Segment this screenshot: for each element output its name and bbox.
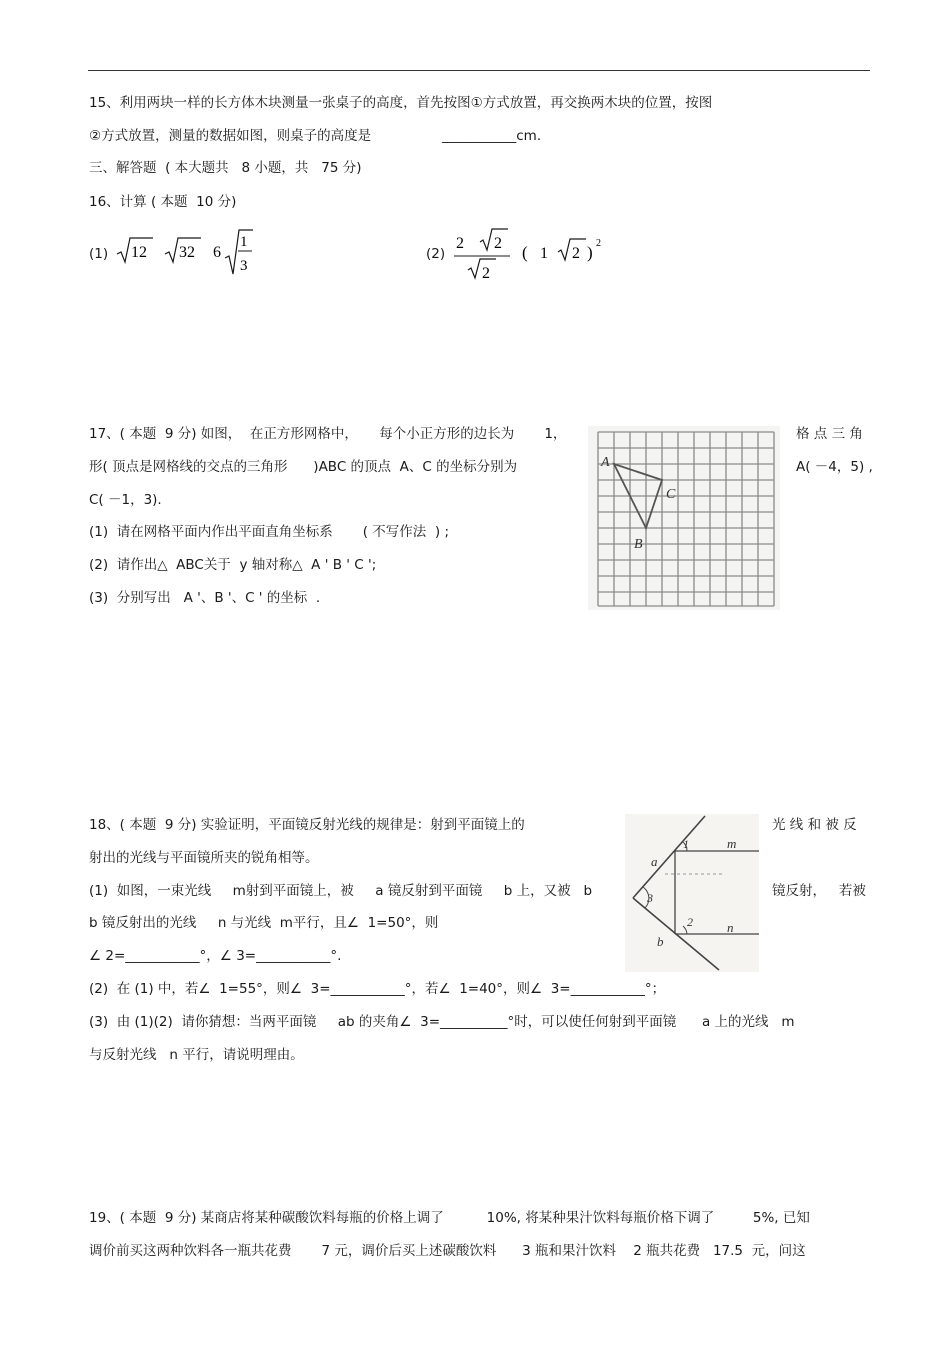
q17-line1b: 格 点 三 角: [796, 426, 863, 442]
q17-grid-figure: [588, 426, 780, 610]
q16-p1-coef: 6: [213, 244, 221, 261]
q16-p2-paren-open: (: [522, 243, 528, 262]
q15-blank: ___________cm.: [442, 128, 542, 144]
q15-line1: 15、利用两块一样的长方体木块测量一张桌子的高度，首先按图①方式放置，再交换两木块的位置，按图: [89, 95, 713, 111]
q18-line4: b 镜反射出的光线 n 与光线 m平行，且∠ 1=50°，则: [89, 915, 439, 931]
q18-part3b: 与反射光线 n 平行，请说明理由。: [89, 1047, 304, 1063]
q17-label-C: C: [666, 487, 676, 502]
q16-p2-radicand: 2: [572, 245, 580, 262]
q18-part3a: (3) 由 (1)(2) 请你猜想：当两平面镜 ab 的夹角∠ 3=__________°时，可以使任何射到平面镜 a 上的光线 m: [89, 1014, 795, 1030]
q18-line1a: 18、( 本题 9 分) 实验证明，平面镜反射光线的规律是：射到平面镜上的: [89, 817, 525, 833]
q16-p2-exponent: 2: [596, 238, 601, 249]
q18-label-n: n: [727, 920, 734, 935]
q17-part3: (3) 分别写出 A '、B '、C ' 的坐标 .: [89, 590, 321, 606]
q18-line3b: 镜反射， 若被: [772, 883, 866, 899]
q17-part2: (2) 请作出△ ABC关于 y 轴对称△ A ' B ' C ';: [89, 557, 377, 573]
q17-label-B: B: [634, 537, 643, 552]
q18-line5: ∠ 2=___________°，∠ 3=___________°.: [89, 948, 342, 964]
q16-p2-paren-close: ): [587, 243, 593, 262]
q18-line2: 射出的光线与平面镜所夹的锐角相等。: [89, 850, 319, 866]
q17-line2b: A( －4，5) ,: [796, 459, 873, 475]
q19-line2: 调价前买这两种饮料各一瓶共花费 7 元，调价后买上述碳酸饮料 3 瓶和果汁饮料 2 瓶共花费 17.5 元，问这: [89, 1243, 806, 1259]
q16-p2-den-radicand: 2: [482, 265, 490, 282]
section3-heading: 三、解答题 ( 本大题共 8 小题，共 75 分): [89, 160, 362, 176]
q16-p1-radicand-32: 32: [179, 244, 195, 261]
q18-label-1: 1: [683, 837, 689, 851]
q17-part1: (1) 请在网格平面内作出平面直角坐标系 ( 不写作法 ) ;: [89, 524, 449, 540]
q17-line3: C( －1，3).: [89, 492, 162, 508]
q18-label-2: 2: [687, 915, 693, 929]
q16-title: 16、计算 ( 本题 10 分): [89, 194, 237, 210]
q16-part2-label: (2): [426, 246, 446, 262]
q16-p2-num-radicand: 2: [494, 235, 502, 252]
q17-line1a: 17、( 本题 9 分) 如图， 在正方形网格中， 每个小正方形的边长为 1，: [89, 426, 567, 442]
q18-line3a: (1) 如图，一束光线 m射到平面镜上，被 a 镜反射到平面镜 b 上，又被 b: [89, 883, 593, 899]
q17-line2a: 形( 顶点是网格线的交点的三角形 )ABC 的顶点 A、C 的坐标分别为: [89, 459, 518, 475]
q16-p2-num-2: 2: [456, 235, 464, 252]
q16-part1-label: (1): [89, 246, 109, 262]
q18-label-m: m: [727, 836, 737, 851]
q18-mirror-figure: [625, 814, 759, 972]
q16-part1-formula: [115, 228, 265, 280]
q19-line1: 19、( 本题 9 分) 某商店将某种碳酸饮料每瓶的价格上调了 10%, 将某种果汁饮料每瓶价格下调了 5%, 已知: [89, 1210, 810, 1226]
q18-label-a: a: [651, 854, 658, 869]
q18-line1b: 光 线 和 被 反: [772, 817, 857, 833]
q18-label-b: b: [657, 934, 664, 949]
q16-part2-formula: [450, 226, 610, 284]
q16-p1-frac-den: 3: [240, 258, 248, 274]
q18-label-3: 3: [647, 891, 653, 905]
q16-p1-radicand-12: 12: [131, 244, 147, 261]
q18-part2: (2) 在 (1) 中，若∠ 1=55°，则∠ 3=___________°，若∠ 1=40°，则∠ 3=___________°；: [89, 981, 666, 997]
q15-line2: ②方式放置，测量的数据如图，则桌子的高度是: [89, 128, 372, 144]
q17-label-A: A: [601, 455, 610, 470]
header-rule: [88, 70, 870, 71]
q16-p2-one: 1: [540, 245, 548, 262]
q16-p1-frac-num: 1: [240, 234, 248, 250]
